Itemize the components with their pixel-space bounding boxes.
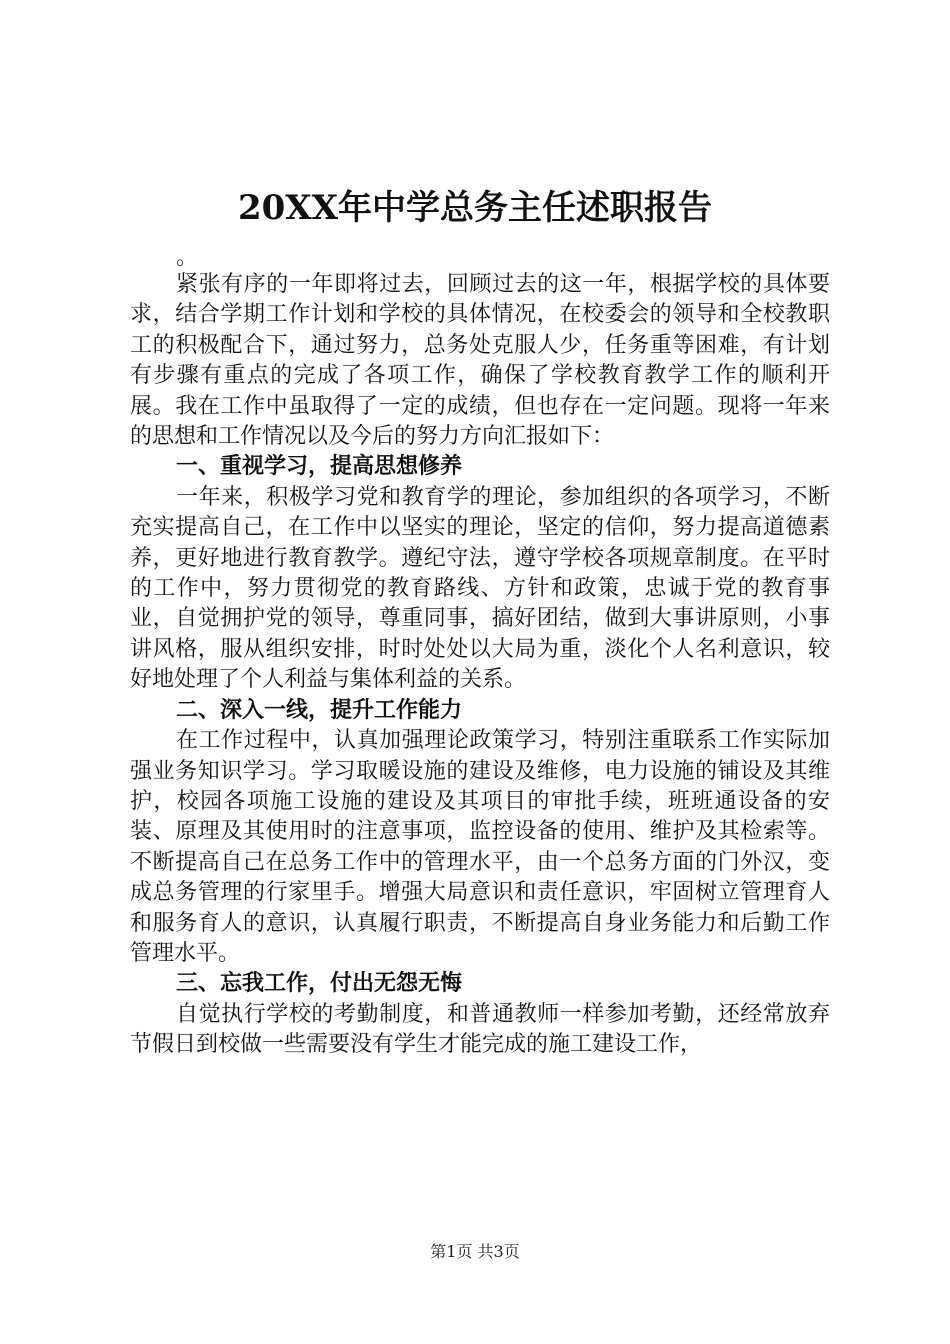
section-heading-1: 一、重视学习，提高思想修养: [176, 454, 463, 480]
page-footer: 第1页 共3页: [430, 1242, 520, 1261]
document-title: 20XX年中学总务主任述职报告: [237, 188, 713, 228]
document-body: [130, 240, 830, 1061]
section-paragraph-3: 自觉执行学校的考勤制度，和普通教师一样参加考勤，还经常放弃节假日到校做一些需要没有学生才能完成的施工建设工作，: [130, 1001, 830, 1058]
section-heading-3: 三、忘我工作，付出无怨无悔: [176, 971, 463, 997]
opening-mark: 。: [176, 245, 199, 270]
section-paragraph-2: 在工作过程中，认真加强理论政策学习，特别注重联系工作实际加强业务知识学习。学习取暖设施的建设及维修，电力设施的铺设及其维护，校园各项施工设施的建设及其项目的审批手续，班班通设备的安装、原理及其使用时的注意事项，监控设备的使用、维护及其检索等。不断提高自己在总务工作中的管理水平，由一个总务方面的门外汉，变成总务管理的行家里手。增强大局意识和责任意识，牢固树立管理育人和服务育人的意识，认真履行职责，不断提高自身业务能力和后勤工作管理水平。: [130, 728, 830, 966]
section-paragraph-1: 一年来，积极学习党和教育学的理论，参加组织的各项学习，不断充实提高自己，在工作中以坚实的理论，坚定的信仰，努力提高道德素养，更好地进行教育教学。遵纪守法，遵守学校各项规章制度。在平时的工作中，努力贯彻党的教育路线、方针和政策，忠诚于党的教育事业，自觉拥护党的领导，尊重同事，搞好团结，做到大事讲原则，小事讲风格，服从组织安排，时时处处以大局为重，淡化个人名利意识，较好地处理了个人利益与集体利益的关系。: [130, 484, 830, 693]
section-heading-2: 二、深入一线，提升工作能力: [176, 697, 463, 723]
intro-paragraph: 紧张有序的一年即将过去，回顾过去的这一年，根据学校的具体要求，结合学期工作计划和学校的具体情况，在校委会的领导和全校教职工的积极配合下，通过努力，总务处克服人少，任务重等困难，有计划有步骤有重点的完成了各项工作，确保了学校教育教学工作的顺利开展。我在工作中虽取得了一定的成绩，但也存在一定问题。现将一年来的思想和工作情况以及今后的努力方向汇报如下：: [130, 272, 830, 450]
